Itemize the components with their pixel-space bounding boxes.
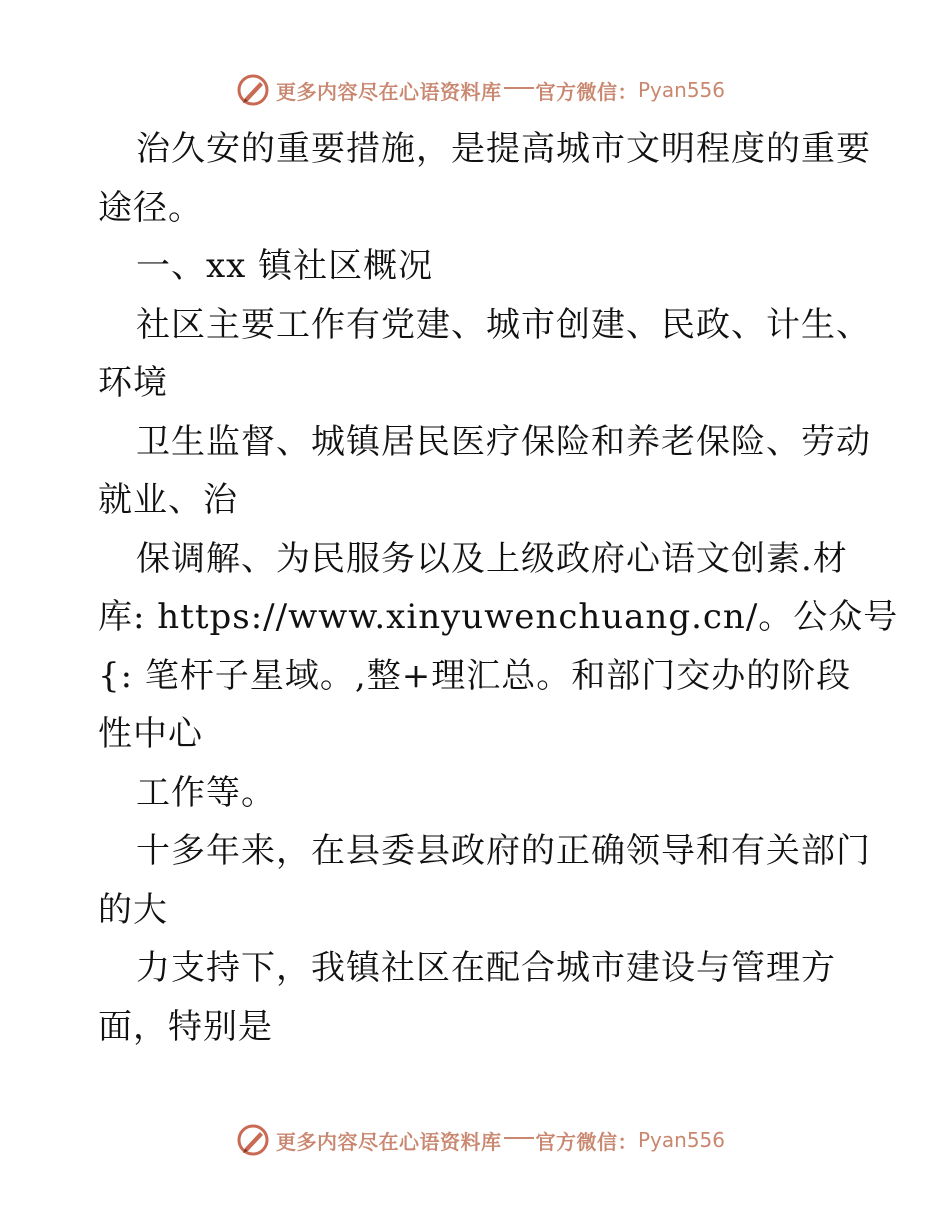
section-heading: 一、xx 镇社区概况 (136, 246, 434, 286)
text-line: 保调解、为民服务以及上级政府心语文创素.材 (136, 538, 848, 579)
watermark-text: 更多内容尽在心语资料库 (276, 79, 502, 104)
text-line: 力支持下，我镇社区在配合城市建设与管理方 (136, 948, 836, 988)
text-line: 性中心 (98, 714, 203, 754)
text-line: {: 笔杆子星域。,整+理汇总。和部门交办的阶段 (98, 655, 852, 696)
header-watermark (236, 72, 725, 108)
watermark-dash (504, 1137, 534, 1139)
watermark-id: Pyan556 (638, 1128, 726, 1152)
watermark-text: 更多内容尽在心语资料库 (276, 1129, 502, 1154)
document-body (98, 120, 899, 1056)
watermark-dash (504, 87, 534, 89)
pen-logo-icon (236, 1123, 270, 1157)
footer-watermark (236, 1122, 725, 1158)
text-line: 社区主要工作有党建、城市创建、民政、计生、 (136, 304, 871, 345)
text-line: 面，特别是 (98, 1006, 273, 1047)
text-line: 库: https://www.xinyuwenchuang.cn/。公众号 (98, 597, 899, 637)
text-line: 途径。 (98, 187, 203, 228)
text-line: 工作等。 (136, 772, 276, 813)
text-line: 治久安的重要措施，是提高城市文明程度的重要 (136, 129, 871, 169)
watermark-label: 官方微信： (535, 79, 638, 104)
text-line: 就业、治 (98, 480, 238, 520)
watermark-label: 官方微信： (535, 1129, 638, 1154)
text-line: 十多年来，在县委县政府的正确领导和有关部门 (136, 831, 871, 871)
text-line: 环境 (98, 363, 168, 403)
pen-logo-icon (236, 73, 270, 107)
watermark-id: Pyan556 (638, 78, 726, 102)
text-line: 的大 (98, 889, 168, 930)
text-line: 卫生监督、城镇居民医疗保险和养老保险、劳动 (136, 421, 871, 462)
